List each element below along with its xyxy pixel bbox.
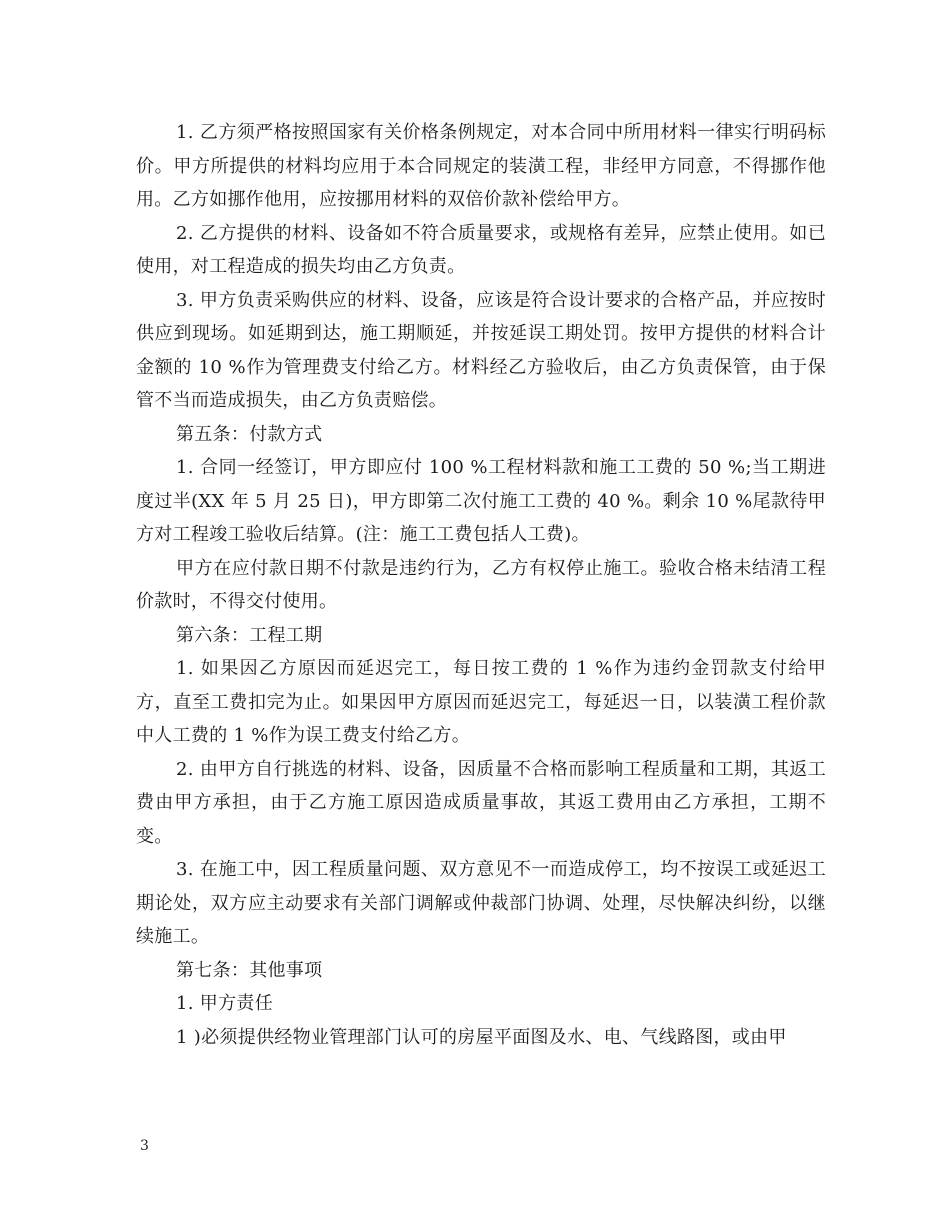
subheading-party-a-duty: 1. 甲方责任 xyxy=(176,993,273,1014)
clause-delay-penalty: 1. 如果因乙方原因而延迟完工，每日按工费的 1 %作为违约金罚款支付给甲方，直至工费扣完为止。如果因甲方原因而延迟完工，每延迟一日，以装潢工程价款中人工费的 1 %作为误工费支付给乙方。 xyxy=(136,658,826,746)
document-body xyxy=(136,116,826,1054)
section-heading-payment: 第五条：付款方式 xyxy=(176,423,323,445)
section-heading-other: 第七条：其他事项 xyxy=(176,959,323,981)
clause-rework-cost: 2. 由甲方自行挑选的材料、设备，因质量不合格而影响工程质量和工期，其返工费由甲方承担，由于乙方施工原因造成质量事故，其返工费用由乙方承担，工期不变。 xyxy=(136,758,826,847)
clause-material-quality: 2. 乙方提供的材料、设备如不符合质量要求，或规格有差异，应禁止使用。如已使用，对工程造成的损失均由乙方负责。 xyxy=(136,222,826,277)
clause-late-payment: 甲方在应付款日期不付款是违约行为，乙方有权停止施工。验收合格未结清工程价款时，不得交付使用。 xyxy=(136,557,826,612)
clause-material-pricing: 1. 乙方须严格按照国家有关价格条例规定，对本合同中所用材料一律实行明码标价。甲方所提供的材料均应用于本合同规定的装潢工程，非经甲方同意，不得挪作他用。乙方如挪作他用，应按挪用材料的双倍价款补偿给甲方。 xyxy=(136,122,826,210)
section-heading-schedule: 第六条：工程工期 xyxy=(176,624,323,646)
clause-payment-schedule: 1. 合同一经签订，甲方即应付 100 %工程材料款和施工工费的 50 %;当工期进度过半(XX 年 5 月 25 日)，甲方即第二次付施工工费的 40 %。剩余 10 %尾款待甲方对工程竣工验收后结算。(注：施工工费包括人工费)。 xyxy=(136,457,826,545)
page-number: 3 xyxy=(140,1138,149,1154)
clause-floor-plan: 1 )必须提供经物业管理部门认可的房屋平面图及水、电、气线路图，或由甲 xyxy=(176,1026,787,1048)
clause-party-a-supply: 3. 甲方负责采购供应的材料、设备，应该是符合设计要求的合格产品，并应按时供应到现场。如延期到达，施工期顺延，并按延误工期处罚。按甲方提供的材料合计金额的 10 %作为管理费支付给乙方。材料经乙方验收后，由乙方负责保管，由于保管不当而造成损失，由乙方负责赔偿。 xyxy=(136,289,826,411)
clause-dispute: 3. 在施工中，因工程质量问题、双方意见不一而造成停工，均不按误工或延迟工期论处，双方应主动要求有关部门调解或仲裁部门协调、处理，尽快解决纠纷，以继续施工。 xyxy=(136,859,826,947)
